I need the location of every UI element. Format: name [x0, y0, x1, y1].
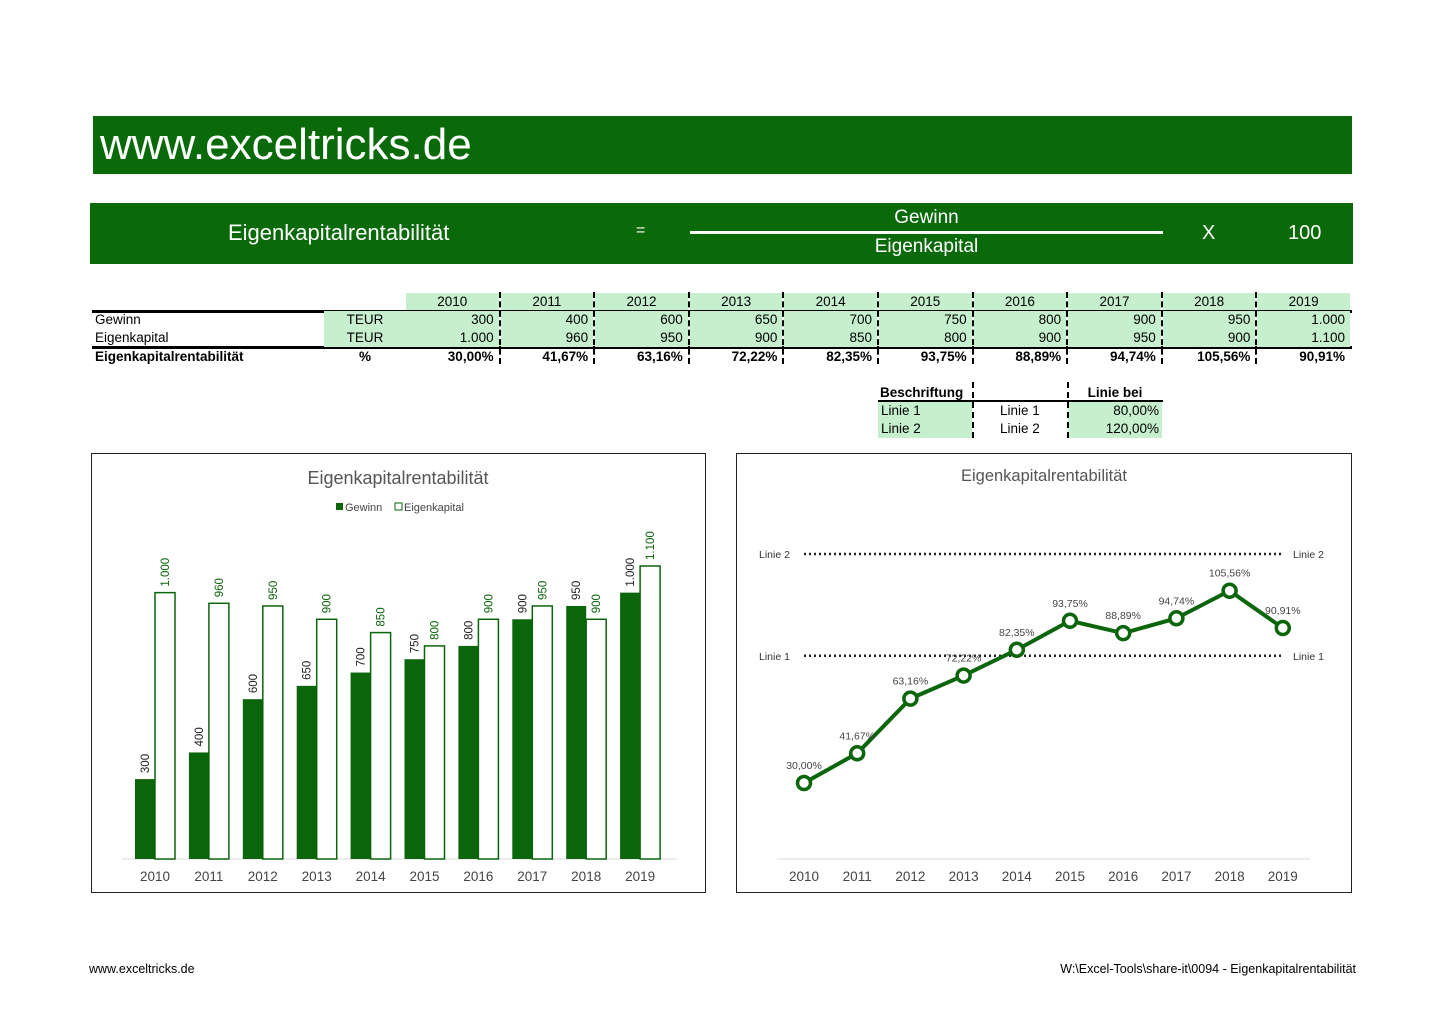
bar-eigenkapital: [209, 603, 229, 859]
bar-x-tick: 2010: [139, 869, 171, 884]
table-cell: 1.000: [1257, 311, 1350, 329]
table-cell: 300: [406, 311, 499, 329]
row-label: Gewinn: [95, 312, 141, 327]
table-cell: 94,74%: [1109, 349, 1156, 364]
line2-label: Linie 2: [878, 420, 972, 438]
lines-divider-2: [1067, 382, 1069, 438]
table-cell: 850: [784, 329, 877, 347]
bar-x-tick: 2018: [571, 869, 602, 884]
table-cell: 900: [690, 329, 783, 347]
line1-label: Linie 1: [878, 402, 972, 420]
bar-label-eigenkapital: 950: [267, 580, 280, 600]
line-chart: [737, 454, 1351, 892]
point-label: 41,67%: [839, 730, 876, 743]
line-x-tick: 2019: [1267, 869, 1298, 884]
bar-chart: [92, 454, 705, 892]
row-unit: TEUR: [324, 329, 406, 347]
bar-gewinn: [297, 686, 317, 859]
bar-gewinn: [512, 619, 532, 859]
column-divider: [972, 292, 974, 364]
bar-eigenkapital: [425, 646, 445, 859]
site-banner: [93, 116, 1352, 174]
footer-right: W:\Excel-Tools\share-it\0094 - Eigenkapitalrentabilität: [1060, 962, 1356, 976]
data-point: [851, 747, 864, 760]
bar-eigenkapital: [640, 566, 660, 859]
data-point: [904, 692, 917, 705]
bar-label-eigenkapital: 1.000: [160, 557, 172, 587]
table-cell: 1.000: [406, 329, 499, 347]
year-header: 2015: [879, 293, 972, 311]
line-x-tick: 2013: [948, 869, 979, 884]
legend-gewinn-label: Gewinn: [345, 502, 383, 514]
bar-x-tick: 2011: [194, 869, 224, 884]
table-cell: 1.100: [1257, 329, 1350, 347]
year-header: 2011: [501, 293, 594, 311]
bar-chart-panel: [91, 453, 706, 893]
table-cell: 650: [690, 311, 783, 329]
bar-x-tick: 2019: [625, 869, 656, 884]
point-label: 72,22%: [945, 652, 982, 665]
line-x-tick: 2014: [1001, 869, 1032, 884]
line-x-tick: 2017: [1161, 869, 1192, 884]
formula-bar: [90, 203, 1353, 264]
line2-name: Linie 2: [1000, 421, 1040, 436]
table-cell: 700: [784, 311, 877, 329]
bar-label-gewinn: 300: [140, 753, 152, 774]
bar-chart-title: Eigenkapitalrentabilität: [307, 468, 489, 488]
point-label: 63,16%: [892, 675, 929, 688]
bar-label-eigenkapital: 950: [537, 580, 550, 600]
formula-times: X: [1202, 222, 1216, 244]
reference-label-left: Linie 2: [759, 549, 790, 561]
line2-value: 120,00%: [1068, 420, 1162, 438]
line-x-tick: 2015: [1054, 869, 1086, 884]
formula-numerator: Gewinn: [894, 207, 959, 228]
bar-gewinn: [405, 659, 425, 859]
table-cell: 960: [501, 329, 594, 347]
table-cell: 30,00%: [447, 349, 494, 364]
bar-eigenkapital: [263, 606, 283, 859]
table-cell: 900: [1163, 329, 1256, 347]
data-point: [1064, 614, 1077, 627]
year-header: 2013: [690, 293, 783, 311]
point-label: 30,00%: [786, 760, 822, 772]
fraction-line: [690, 231, 1163, 234]
bar-label-gewinn: 700: [355, 647, 368, 667]
table-cell: 90,91%: [1299, 349, 1345, 364]
bar-x-tick: 2016: [463, 869, 494, 884]
point-label: 93,75%: [1052, 597, 1088, 610]
bar-gewinn: [351, 673, 371, 859]
row-label: Eigenkapitalrentabilität: [95, 349, 244, 364]
bar-gewinn: [620, 593, 640, 859]
bar-gewinn: [243, 699, 263, 859]
column-divider: [1255, 292, 1257, 364]
bar-label-eigenkapital: 1.100: [645, 531, 658, 560]
lines-header-left: Beschriftung: [880, 385, 964, 400]
bar-x-tick: 2013: [301, 869, 332, 884]
line-x-tick: 2018: [1214, 869, 1245, 884]
table-cell: 750: [879, 311, 972, 329]
column-divider: [593, 292, 595, 364]
table-cell: 105,56%: [1197, 349, 1251, 364]
table-cell: 950: [595, 329, 688, 347]
bar-gewinn: [458, 646, 478, 859]
bar-label-gewinn: 600: [247, 673, 260, 694]
bar-x-tick: 2012: [247, 869, 278, 884]
point-label: 88,89%: [1105, 610, 1142, 623]
line-chart-panel: [736, 453, 1352, 893]
point-label: 94,74%: [1158, 595, 1195, 608]
data-point: [1117, 627, 1130, 640]
line1-name: Linie 1: [1000, 403, 1040, 418]
footer-left: www.exceltricks.de: [89, 962, 195, 976]
point-label: 82,35%: [998, 626, 1035, 639]
formula-factor: 100: [1288, 222, 1322, 244]
year-header: 2018: [1163, 293, 1256, 311]
row-unit: %: [358, 349, 371, 364]
table-cell: 63,16%: [636, 349, 683, 364]
bar-eigenkapital: [371, 633, 391, 859]
column-divider: [1161, 292, 1163, 364]
bar-eigenkapital: [317, 619, 337, 859]
bar-gewinn: [566, 606, 586, 859]
year-header: 2017: [1068, 293, 1161, 311]
bar-label-gewinn: 400: [193, 727, 206, 747]
bar-label-eigenkapital: 900: [483, 594, 496, 614]
bar-label-eigenkapital: 850: [375, 607, 388, 627]
legend-eigenkapital-label: Eigenkapital: [404, 502, 464, 514]
bar-gewinn: [135, 779, 155, 859]
table-cell: 88,89%: [1015, 349, 1062, 364]
point-label: 90,91%: [1264, 605, 1301, 618]
year-header: 2010: [406, 293, 499, 311]
bar-eigenkapital: [478, 619, 498, 859]
bar-label-eigenkapital: 900: [321, 594, 334, 614]
column-divider: [499, 292, 501, 364]
bar-x-tick: 2015: [409, 869, 440, 884]
reference-label-left: Linie 1: [759, 650, 790, 663]
table-cell: 72,22%: [731, 349, 778, 364]
column-divider: [688, 292, 690, 364]
bar-label-eigenkapital: 900: [591, 594, 604, 614]
table-cell: 41,67%: [542, 349, 589, 364]
year-header: 2019: [1257, 293, 1350, 311]
data-point: [798, 777, 811, 790]
data-point: [1223, 584, 1236, 597]
site-title: www.exceltricks.de: [100, 120, 472, 169]
table-cell: 800: [974, 311, 1067, 329]
row-label: Eigenkapital: [95, 330, 169, 345]
legend-gewinn-swatch: [336, 503, 343, 510]
table-cell: 600: [595, 311, 688, 329]
bar-label-gewinn: 650: [301, 660, 314, 680]
table-cell: 900: [974, 329, 1067, 347]
bar-label-gewinn: 900: [517, 594, 530, 614]
year-header: 2012: [595, 293, 688, 311]
line-x-tick: 2012: [895, 869, 926, 884]
bar-eigenkapital: [586, 619, 606, 859]
table-cell: 93,75%: [920, 349, 967, 364]
series-line: [804, 591, 1283, 783]
lines-header-right: Linie bei: [1087, 385, 1143, 400]
bar-eigenkapital: [532, 606, 552, 859]
data-point: [957, 669, 970, 682]
data-point: [1010, 643, 1023, 656]
column-divider: [782, 292, 784, 364]
formula-label: Eigenkapitalrentabilität: [228, 220, 450, 245]
bar-label-gewinn: 800: [463, 620, 476, 640]
bar-x-tick: 2017: [517, 869, 548, 884]
point-label: 105,56%: [1208, 567, 1251, 580]
table-cell: 800: [879, 329, 972, 347]
line1-value: 80,00%: [1068, 402, 1162, 420]
bar-label-eigenkapital: 960: [213, 578, 226, 598]
line-chart-title: Eigenkapitalrentabilität: [960, 467, 1128, 485]
table-cell: 950: [1163, 311, 1256, 329]
bar-label-gewinn: 950: [571, 580, 584, 600]
bar-label-eigenkapital: 800: [429, 620, 442, 640]
legend-eigenkapital-swatch: [395, 503, 402, 510]
line-x-tick: 2010: [788, 869, 820, 884]
bar-gewinn: [189, 752, 209, 859]
formula-equals: =: [636, 222, 646, 239]
bar-label-gewinn: 750: [409, 634, 422, 654]
row-unit: TEUR: [324, 311, 406, 329]
bar-eigenkapital: [155, 593, 175, 859]
line-x-tick: 2011: [842, 869, 872, 884]
reference-label-right: Linie 1: [1293, 650, 1324, 663]
column-divider: [1066, 292, 1068, 364]
reference-label-right: Linie 2: [1293, 549, 1324, 561]
table-cell: 950: [1068, 329, 1161, 347]
data-point: [1170, 612, 1183, 625]
bar-label-gewinn: 1.000: [625, 557, 638, 587]
year-header: 2014: [784, 293, 877, 311]
lines-divider-1: [972, 382, 974, 438]
year-header: 2016: [974, 293, 1067, 311]
table-cell: 900: [1068, 311, 1161, 329]
formula-denominator: Eigenkapital: [874, 236, 979, 257]
bar-x-tick: 2014: [355, 869, 386, 884]
line-x-tick: 2016: [1108, 869, 1139, 884]
column-divider: [877, 292, 879, 364]
data-point: [1276, 622, 1289, 635]
table-cell: 82,35%: [826, 349, 872, 364]
table-cell: 400: [501, 311, 594, 329]
